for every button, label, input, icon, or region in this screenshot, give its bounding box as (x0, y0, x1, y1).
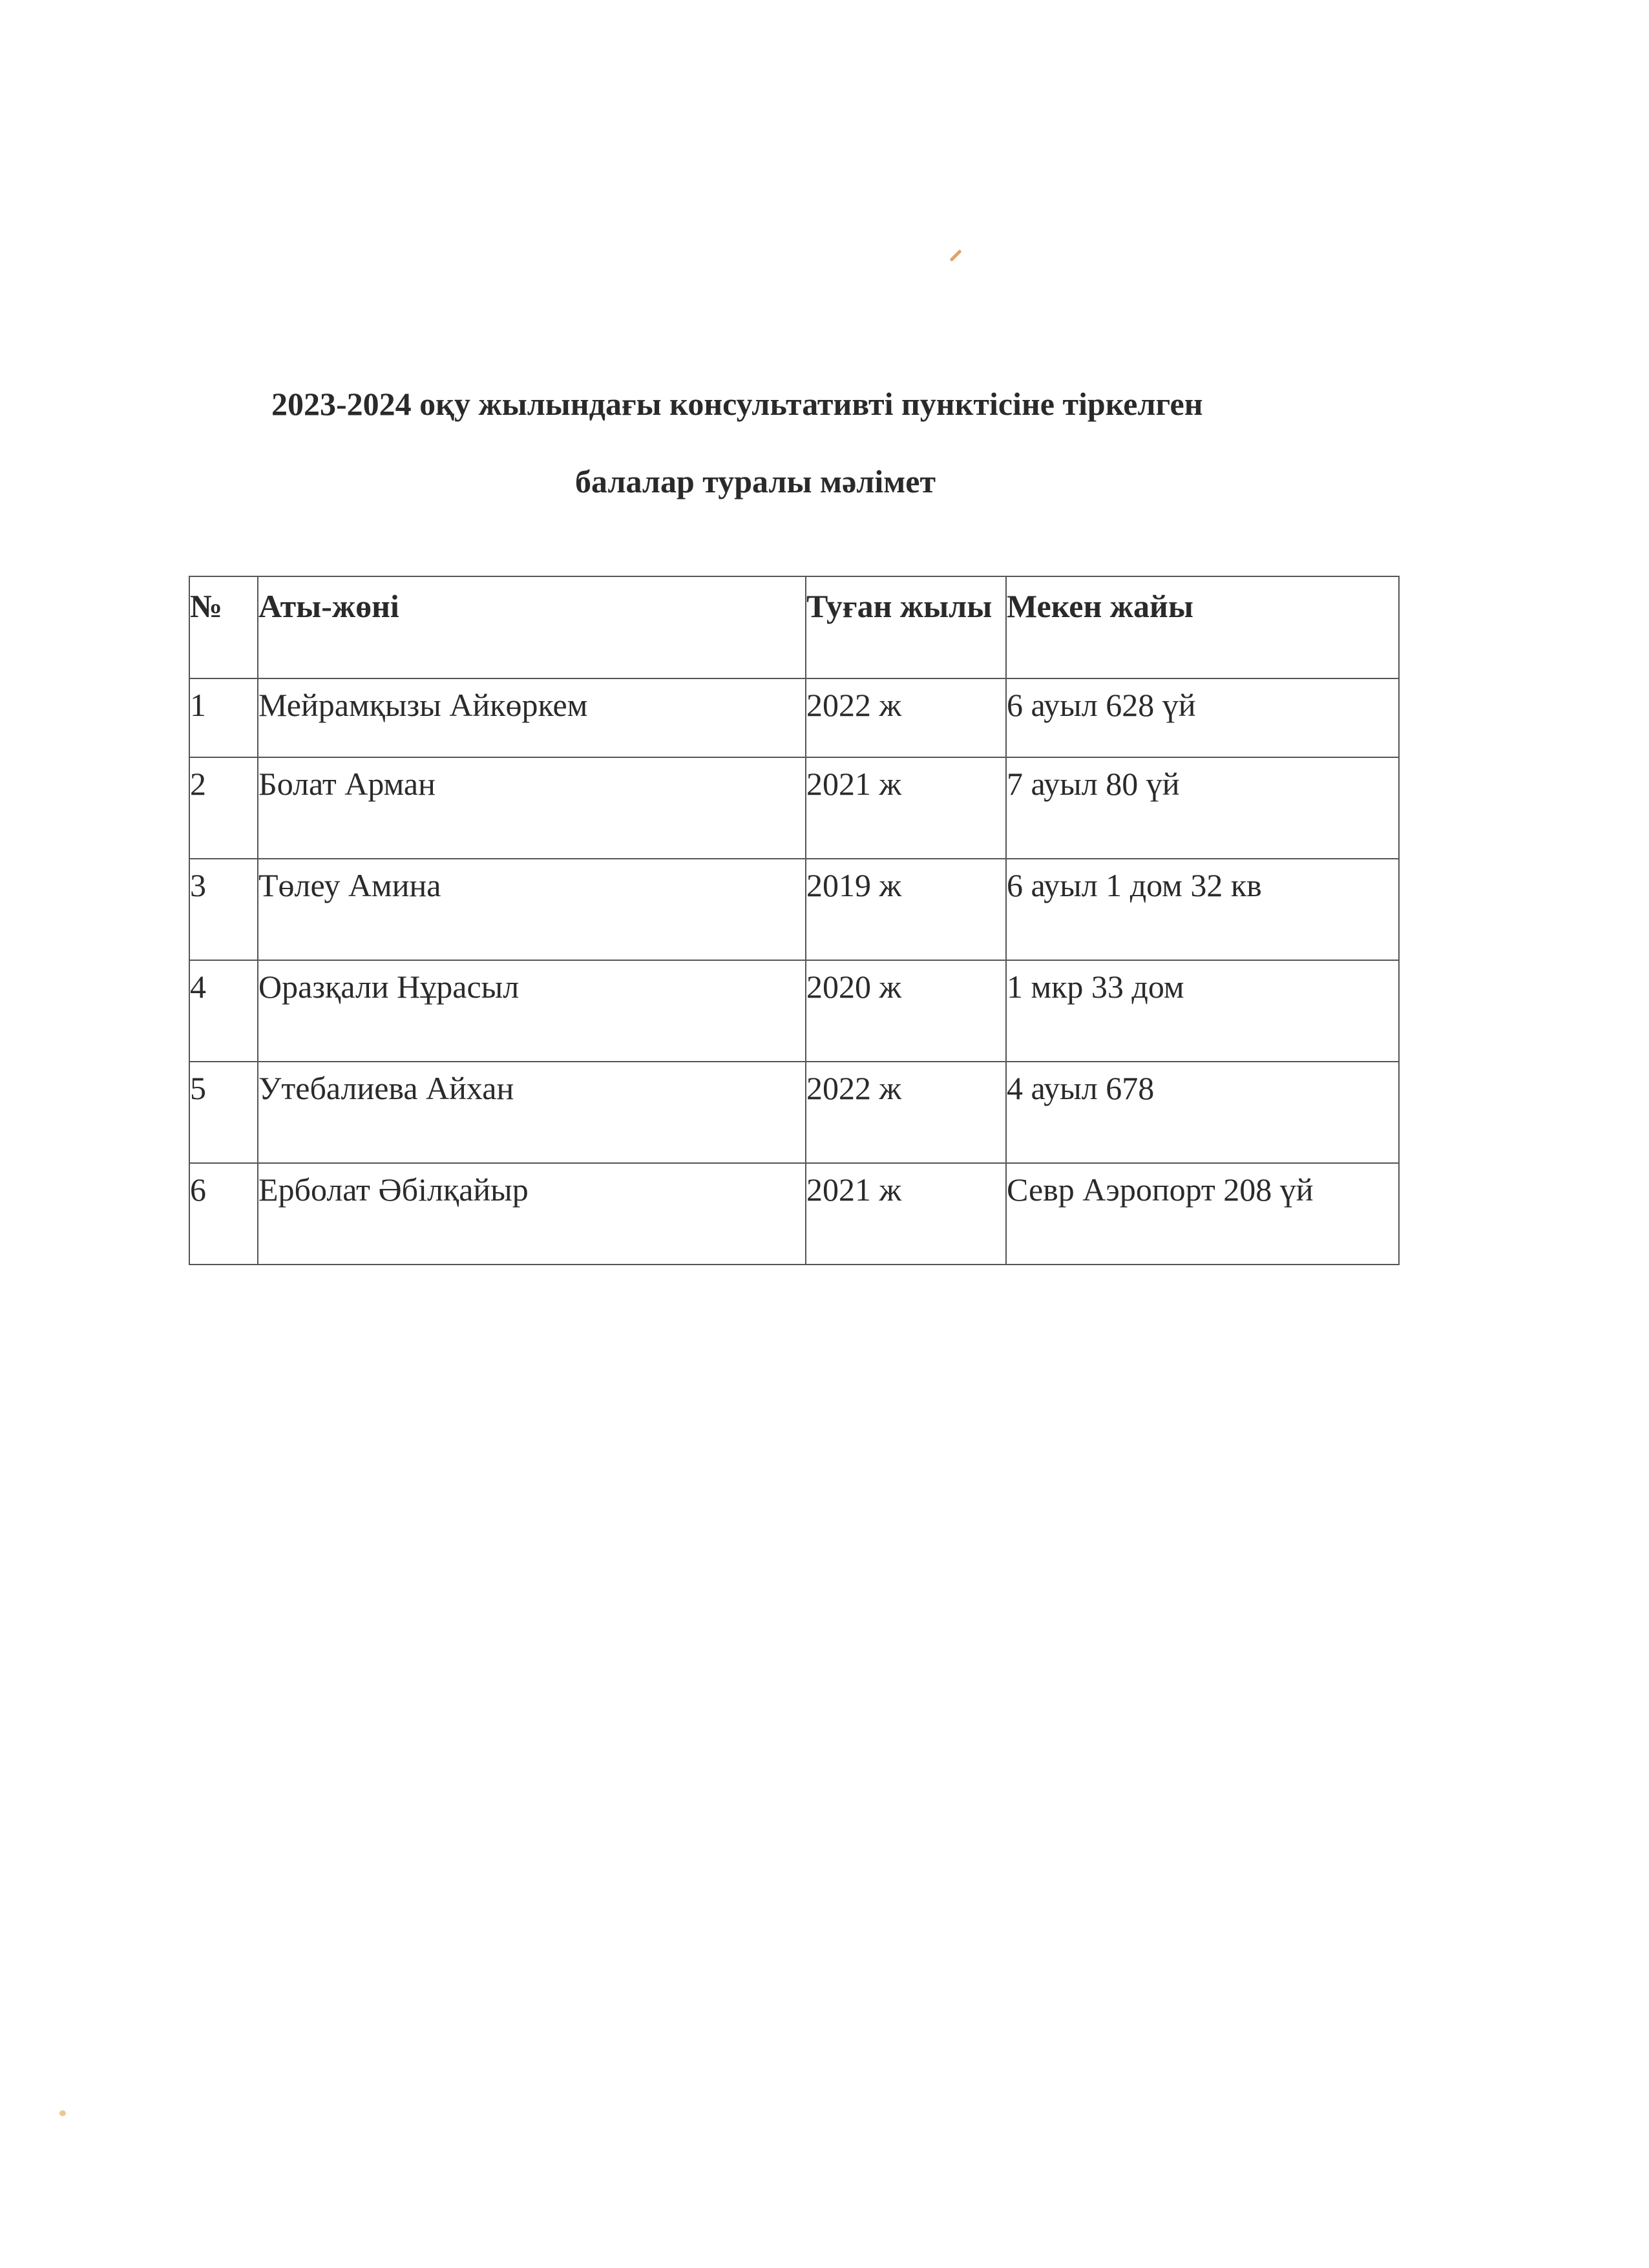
cell-address: 6 ауыл 628 үй (1006, 678, 1399, 757)
document-title-line-1: 2023-2024 оқу жылындағы консультативті пунктісіне тіркелген (271, 386, 1203, 422)
table-header-row (189, 576, 1399, 678)
header-number: № (189, 576, 258, 678)
cell-name: Утебалиева Айхан (258, 1062, 806, 1163)
cell-number: 2 (189, 757, 258, 859)
cell-number: 3 (189, 859, 258, 960)
cell-birth-year: 2019 ж (806, 859, 1006, 960)
table-row (189, 1163, 1399, 1265)
cell-birth-year: 2020 ж (806, 960, 1006, 1062)
table-row (189, 1062, 1399, 1163)
cell-name: Мейрамқызы Айкөркем (258, 678, 806, 757)
cell-birth-year: 2021 ж (806, 1163, 1006, 1265)
cell-number: 1 (189, 678, 258, 757)
cell-name: Оразқали Нұрасыл (258, 960, 806, 1062)
cell-address: 7 ауыл 80 үй (1006, 757, 1399, 859)
cell-name: Ерболат Әбілқайыр (258, 1163, 806, 1265)
cell-name: Болат Арман (258, 757, 806, 859)
cell-address: 4 ауыл 678 (1006, 1062, 1399, 1163)
cell-address: 6 ауыл 1 дом 32 кв (1006, 859, 1399, 960)
cell-address: Севр Аэропорт 208 үй (1006, 1163, 1399, 1265)
table-row (189, 757, 1399, 859)
cell-address: 1 мкр 33 дом (1006, 960, 1399, 1062)
header-address: Мекен жайы (1006, 576, 1399, 678)
cell-number: 6 (189, 1163, 258, 1265)
cell-birth-year: 2022 ж (806, 1062, 1006, 1163)
cell-name: Төлеу Амина (258, 859, 806, 960)
cell-number: 5 (189, 1062, 258, 1163)
table-row (189, 859, 1399, 960)
cell-number: 4 (189, 960, 258, 1062)
cell-birth-year: 2022 ж (806, 678, 1006, 757)
cell-birth-year: 2021 ж (806, 757, 1006, 859)
document-title-line-2: балалар туралы мәлімет (575, 463, 936, 499)
scan-pen-mark (949, 249, 961, 262)
header-birth-year: Туған жылы (806, 576, 1006, 678)
table-row (189, 960, 1399, 1062)
children-registry-table (189, 576, 1400, 1265)
header-name: Аты-жөні (258, 576, 806, 678)
scan-dot-mark (59, 2110, 66, 2116)
table-row (189, 678, 1399, 757)
